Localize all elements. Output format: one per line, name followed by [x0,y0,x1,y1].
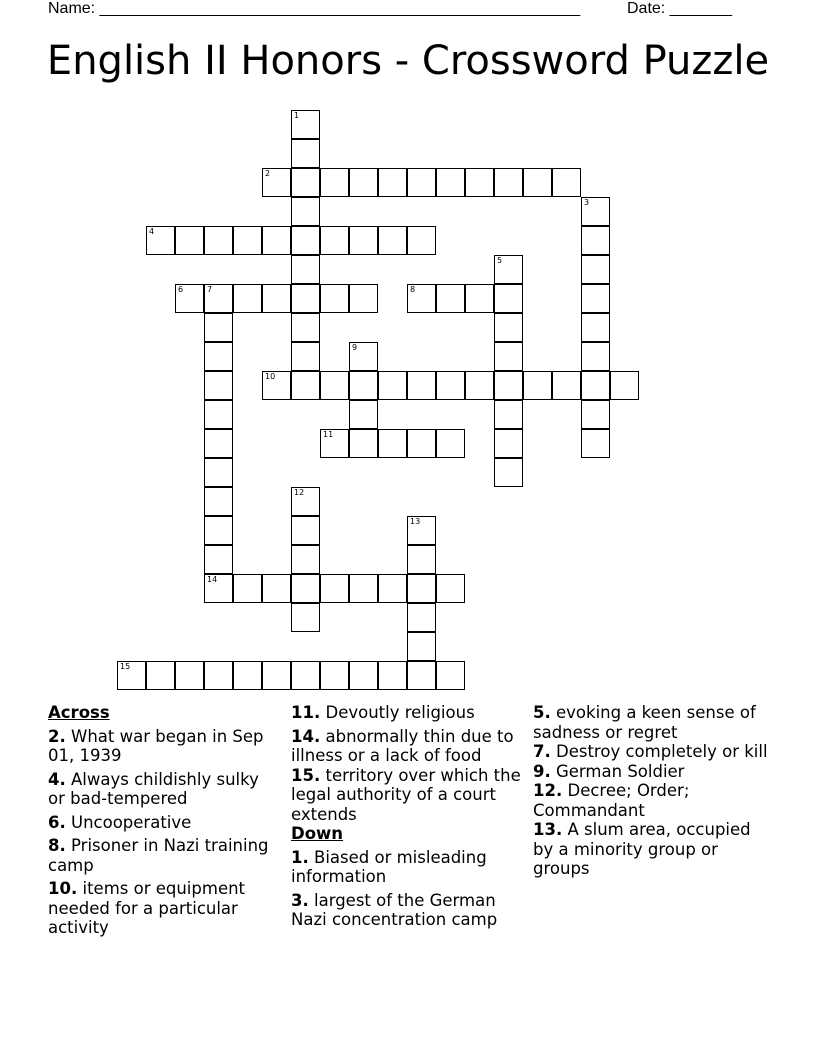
grid-cell[interactable] [204,545,233,574]
clue-text: abnormally thin due to illness or a lack of food [291,726,514,765]
grid-cell[interactable] [204,342,233,371]
grid-cell[interactable] [291,197,320,226]
down-clue [533,820,773,879]
cell-number: 5 [497,256,503,265]
clue-text: items or equipment needed for a particular activity [48,879,246,937]
cell-number: 15 [120,662,131,671]
grid-cell[interactable] [233,574,262,603]
grid-cell[interactable] [291,545,320,574]
grid-cell[interactable] [494,342,523,371]
grid-cell[interactable] [175,226,204,255]
down-clue [291,848,527,887]
grid-cell[interactable] [610,371,639,400]
grid-cell[interactable] [320,574,349,603]
across-clue [48,813,278,833]
grid-cell[interactable] [407,516,436,545]
clue-text: Destroy completely or kill [556,742,768,761]
clue-text: Devoutly religious [325,703,475,722]
grid-cell[interactable] [204,661,233,690]
cell-number: 13 [410,517,421,526]
grid-cell[interactable] [146,661,175,690]
grid-cell[interactable] [378,226,407,255]
name-field-label: Name: ______________________________________________________ [48,0,581,17]
grid-cell[interactable] [204,458,233,487]
grid-cell[interactable] [523,168,552,197]
grid-cell[interactable] [581,429,610,458]
down-clue [291,891,527,930]
grid-cell[interactable] [407,226,436,255]
clue-text: Always childishly sulky or bad-tempered [48,769,259,808]
down-clue [533,742,773,762]
across-clue [48,879,278,938]
grid-cell[interactable] [291,255,320,284]
grid-cell[interactable] [436,574,465,603]
across-clue [48,770,278,809]
grid-cell[interactable] [291,371,320,400]
grid-cell[interactable] [349,342,378,371]
grid-cell[interactable] [436,284,465,313]
grid-cell[interactable] [291,342,320,371]
grid-cell[interactable] [320,661,349,690]
clue-text: Prisoner in Nazi training camp [48,836,269,875]
grid-cell[interactable] [204,487,233,516]
grid-cell[interactable] [204,400,233,429]
grid-cell[interactable] [349,371,378,400]
clue-number: 4. [48,769,66,789]
grid-cell[interactable] [349,168,378,197]
grid-cell[interactable] [291,110,320,139]
cell-number: 14 [207,575,218,584]
grid-cell[interactable] [494,313,523,342]
clue-number: 10. [48,879,78,898]
grid-cell[interactable] [233,284,262,313]
clue-text: A slum area, occupied by a minority group or groups [533,820,751,878]
grid-cell[interactable] [407,574,436,603]
grid-cell[interactable] [494,371,523,400]
down-heading: Down [291,824,344,843]
across-clue [291,703,527,723]
clue-text: territory over which the legal authority of a court extends [291,765,521,824]
cell-number: 1 [294,111,300,120]
grid-cell[interactable] [204,313,233,342]
grid-cell[interactable] [117,661,146,690]
grid-cell[interactable] [349,284,378,313]
grid-cell[interactable] [494,429,523,458]
grid-cell[interactable] [204,574,233,603]
grid-cell[interactable] [349,574,378,603]
grid-cell[interactable] [262,371,291,400]
clue-number: 12. [533,781,563,800]
grid-cell[interactable] [581,284,610,313]
clue-number: 14. [291,726,321,746]
grid-cell[interactable] [407,603,436,632]
grid-cell[interactable] [262,168,291,197]
grid-cell[interactable] [581,197,610,226]
down-clue [533,703,773,742]
grid-cell[interactable] [581,342,610,371]
grid-cell[interactable] [378,168,407,197]
page-title: English II Honors - Crossword Puzzle [46,38,770,84]
clue-text: German Soldier [556,761,685,781]
clue-number: 5. [533,703,551,722]
grid-cell[interactable] [407,371,436,400]
cell-number: 12 [294,488,305,497]
grid-cell[interactable] [175,661,204,690]
cell-number: 4 [149,227,155,236]
clue-number: 3. [291,890,309,910]
grid-cell[interactable] [378,574,407,603]
clue-text: largest of the German Nazi concentration camp [291,890,498,929]
grid-cell[interactable] [146,226,175,255]
grid-cell[interactable] [233,661,262,690]
grid-cell[interactable] [436,168,465,197]
grid-cell[interactable] [407,429,436,458]
grid-cell[interactable] [465,284,494,313]
cell-number: 8 [410,285,416,294]
grid-cell[interactable] [494,168,523,197]
grid-cell[interactable] [494,255,523,284]
clue-column-3 [533,703,773,883]
grid-cell[interactable] [407,632,436,661]
grid-cell[interactable] [291,574,320,603]
grid-cell[interactable] [581,400,610,429]
clue-number: 13. [533,820,563,839]
grid-cell[interactable] [320,429,349,458]
clue-column-1 [48,703,278,942]
across-heading: Across [48,703,110,722]
grid-cell[interactable] [378,371,407,400]
cell-number: 9 [352,343,358,352]
grid-cell[interactable] [291,313,320,342]
clue-text: Decree; Order; Commandant [533,781,690,820]
clue-number: 7. [533,742,551,761]
grid-cell[interactable] [291,516,320,545]
grid-cell[interactable] [262,574,291,603]
clue-number: 6. [48,812,66,832]
across-clue [48,727,278,766]
cell-number: 3 [584,198,590,207]
grid-cell[interactable] [407,168,436,197]
grid-cell[interactable] [291,284,320,313]
grid-cell[interactable] [436,661,465,690]
grid-cell[interactable] [581,226,610,255]
grid-cell[interactable] [204,284,233,313]
clue-text: evoking a keen sense of sadness or regret [533,703,756,742]
across-clue [48,836,278,875]
grid-cell[interactable] [291,661,320,690]
grid-cell[interactable] [320,226,349,255]
clue-number: 11. [291,703,321,722]
grid-cell[interactable] [581,371,610,400]
grid-cell[interactable] [552,371,581,400]
grid-cell[interactable] [407,284,436,313]
grid-cell[interactable] [233,226,262,255]
grid-cell[interactable] [378,429,407,458]
grid-cell[interactable] [262,661,291,690]
across-clue [291,766,527,825]
across-clue [291,727,527,766]
grid-cell[interactable] [204,429,233,458]
clue-text: Biased or misleading information [291,847,487,886]
grid-cell[interactable] [465,168,494,197]
grid-cell[interactable] [494,400,523,429]
grid-cell[interactable] [291,226,320,255]
down-clue [533,762,773,782]
grid-cell[interactable] [291,487,320,516]
cell-number: 11 [323,430,334,439]
cell-number: 10 [265,372,276,381]
cell-number: 2 [265,169,271,178]
clue-number: 2. [48,726,66,746]
clue-number: 1. [291,847,309,867]
grid-cell[interactable] [378,661,407,690]
grid-cell[interactable] [494,284,523,313]
grid-cell[interactable] [291,168,320,197]
date-field-label: Date: _______ [627,0,732,17]
grid-cell[interactable] [291,139,320,168]
grid-cell[interactable] [581,313,610,342]
clue-number: 8. [48,836,66,855]
grid-cell[interactable] [436,371,465,400]
grid-cell[interactable] [204,516,233,545]
grid-cell[interactable] [320,371,349,400]
grid-cell[interactable] [262,226,291,255]
grid-cell[interactable] [204,226,233,255]
grid-cell[interactable] [262,284,291,313]
grid-cell[interactable] [320,284,349,313]
down-clue [533,781,773,820]
grid-cell[interactable] [552,168,581,197]
grid-cell[interactable] [581,255,610,284]
grid-cell[interactable] [291,603,320,632]
clue-number: 15. [291,765,321,785]
grid-cell[interactable] [349,429,378,458]
grid-cell[interactable] [523,371,552,400]
grid-cell[interactable] [407,545,436,574]
grid-cell[interactable] [465,371,494,400]
grid-cell[interactable] [175,284,204,313]
grid-cell[interactable] [349,661,378,690]
grid-cell[interactable] [436,429,465,458]
clue-text: What war began in Sep 01, 1939 [48,726,264,765]
grid-cell[interactable] [349,400,378,429]
grid-cell[interactable] [320,168,349,197]
clue-column-2 [291,703,527,934]
grid-cell[interactable] [349,226,378,255]
grid-cell[interactable] [494,458,523,487]
clue-number: 9. [533,761,551,781]
cell-number: 6 [178,285,184,294]
grid-cell[interactable] [407,661,436,690]
cell-number: 7 [207,285,213,294]
grid-cell[interactable] [204,371,233,400]
clue-text: Uncooperative [71,812,192,832]
